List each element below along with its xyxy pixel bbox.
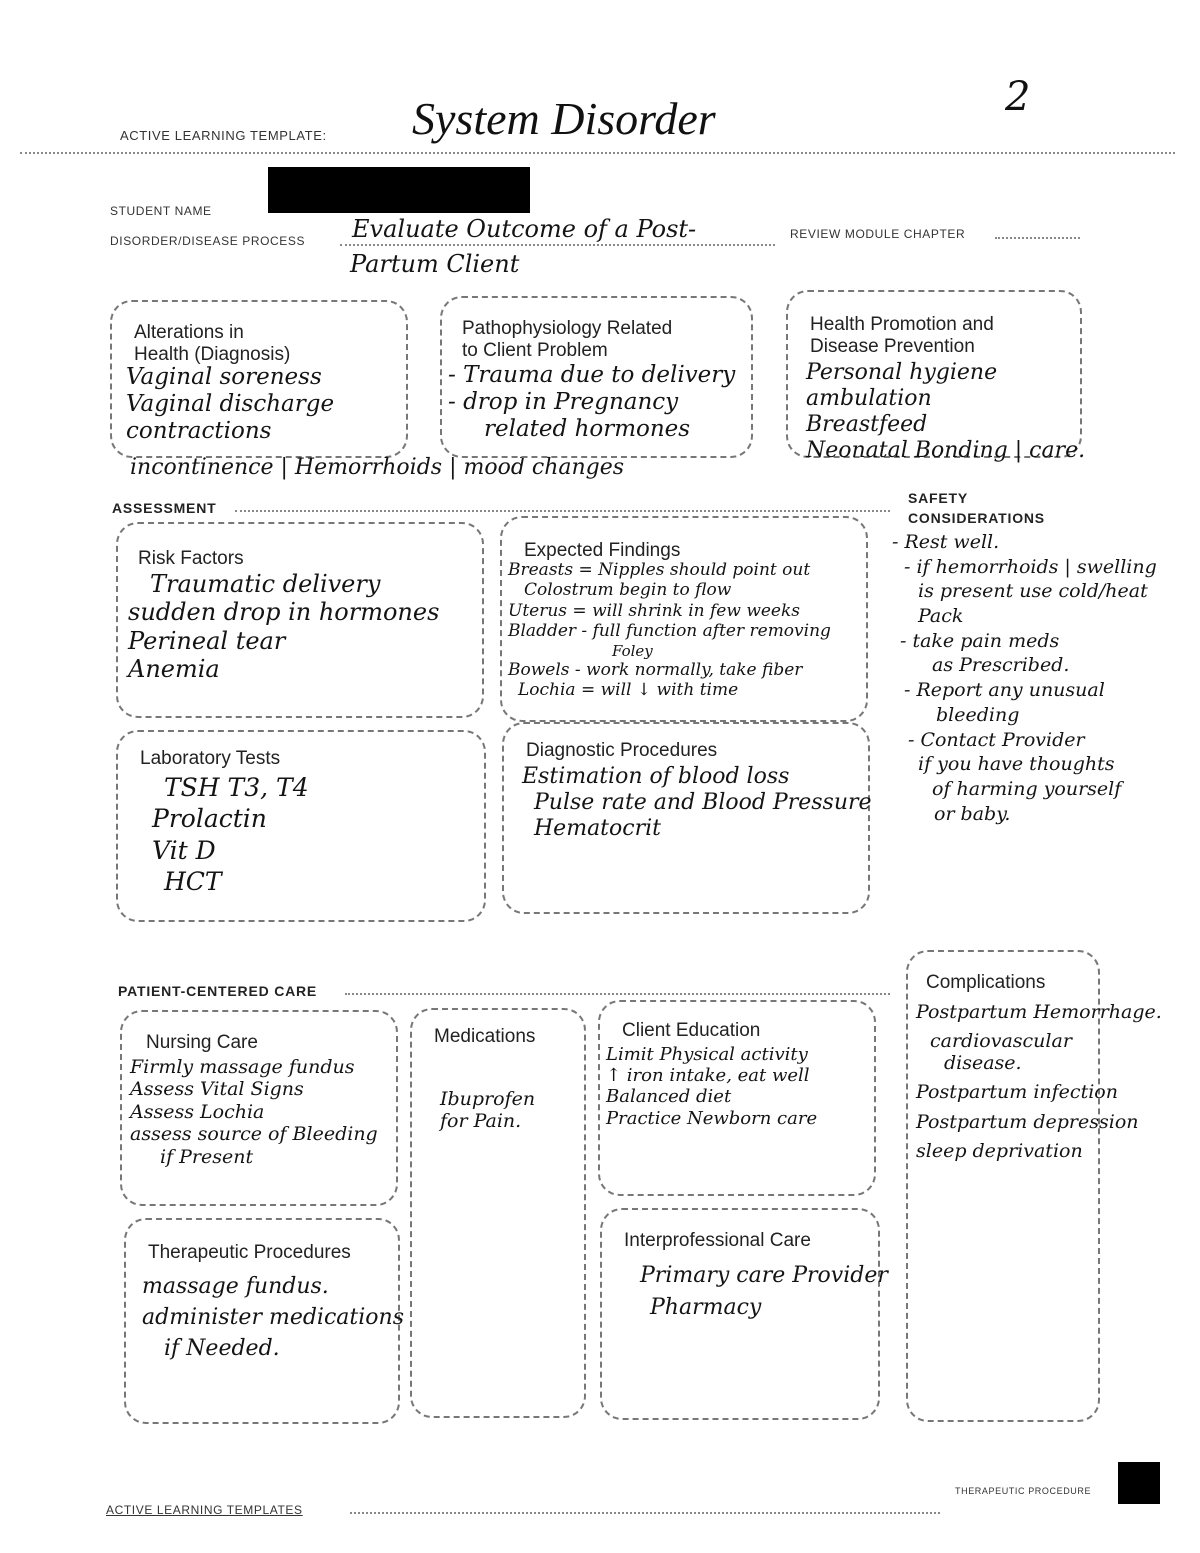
health-promotion-item: Personal hygiene xyxy=(806,360,998,385)
nursing-care-list xyxy=(130,1056,378,1168)
complication-item: sleep deprivation xyxy=(916,1140,1083,1163)
client-education-title: Client Education xyxy=(622,1020,761,1041)
client-education-item: ↑ iron intake, eat well xyxy=(606,1065,810,1087)
redacted-student-name xyxy=(268,167,530,213)
safety-item: as Prescribed. xyxy=(932,654,1070,677)
nursing-care-item: assess source of Bleeding xyxy=(130,1123,378,1146)
lab-tests-title: Laboratory Tests xyxy=(140,748,281,769)
safety-item: bleeding xyxy=(936,703,1020,726)
therapeutic-procedure-item: administer medications xyxy=(142,1304,404,1330)
diagnostic-procedures-title: Diagnostic Procedures xyxy=(526,740,718,761)
review-module-label: REVIEW MODULE CHAPTER xyxy=(790,227,966,241)
complication-item: Postpartum depression xyxy=(916,1110,1139,1133)
alterations-item: Vaginal soreness xyxy=(126,364,322,390)
medications-title: Medications xyxy=(434,1026,536,1047)
medications-list xyxy=(440,1088,535,1133)
client-education-item: Limit Physical activity xyxy=(606,1044,808,1065)
alterations-title xyxy=(134,322,290,366)
expected-finding-item: Lochia = will ↓ with time xyxy=(518,679,739,700)
safety-label-line2: CONSIDERATIONS xyxy=(908,510,1045,527)
expected-findings-list xyxy=(508,560,831,700)
disorder-value-line1: Evaluate Outcome of a Post- xyxy=(352,215,697,243)
diagnostic-procedures-list xyxy=(522,764,872,842)
safety-item: if you have thoughts xyxy=(918,753,1115,776)
health-promotion-list xyxy=(806,360,1085,464)
alterations-title-line1: Alterations in xyxy=(134,322,244,343)
diagnostic-procedure-item: Hematocrit xyxy=(534,815,661,841)
risk-factor-item: Perineal tear xyxy=(128,626,286,655)
assessment-label: ASSESSMENT xyxy=(112,500,217,516)
lab-test-item: Vit D xyxy=(152,835,216,865)
risk-factors-box xyxy=(116,522,484,718)
safety-item: Pack xyxy=(918,605,964,628)
pathophysiology-item: related hormones xyxy=(484,416,691,443)
therapeutic-procedure-item: if Needed. xyxy=(164,1335,280,1361)
interprofessional-item: Primary care Provider xyxy=(640,1263,888,1288)
alterations-box xyxy=(110,300,408,458)
client-education-item: Practice Newborn care xyxy=(606,1107,818,1129)
safety-item: - Rest well. xyxy=(892,531,1000,553)
footer-black-mark xyxy=(1118,1462,1160,1504)
expected-finding-item: Bladder - full function after removing xyxy=(508,621,831,642)
review-module-rule xyxy=(995,237,1080,239)
health-promotion-title-line1: Health Promotion and xyxy=(810,314,994,335)
nursing-care-item: Firmly massage fundus xyxy=(130,1056,355,1078)
footer-left-label: ACTIVE LEARNING TEMPLATES xyxy=(106,1503,303,1517)
pathophysiology-title xyxy=(462,318,672,362)
assessment-rule xyxy=(235,510,890,512)
diagnostic-procedure-item: Pulse rate and Blood Pressure xyxy=(534,789,872,815)
safety-item: - Report any unusual xyxy=(904,679,1105,702)
therapeutic-procedure-item: massage fundus. xyxy=(142,1274,329,1299)
medications-box xyxy=(410,1008,586,1418)
complications-title: Complications xyxy=(926,972,1046,993)
safety-item: is present use cold/heat xyxy=(918,580,1148,603)
health-promotion-item: Breastfeed xyxy=(806,411,928,437)
safety-label-line1: SAFETY xyxy=(908,490,969,506)
safety-item: - take pain meds xyxy=(900,629,1060,652)
therapeutic-procedures-list xyxy=(142,1272,404,1364)
therapeutic-procedures-box xyxy=(124,1218,404,1424)
footer-rule xyxy=(350,1512,940,1514)
page-number: 2 xyxy=(1005,74,1031,120)
nursing-care-item: if Present xyxy=(160,1145,254,1168)
lab-tests-box xyxy=(116,730,486,922)
student-name-label: STUDENT NAME xyxy=(110,204,212,218)
alterations-title-line2: Health (Diagnosis) xyxy=(134,343,291,365)
health-promotion-title-line2: Disease Prevention xyxy=(810,335,975,357)
pathophysiology-title-line2: to Client Problem xyxy=(462,339,608,361)
pathophysiology-title-line1: Pathophysiology Related xyxy=(462,318,673,339)
client-education-box xyxy=(598,1000,876,1196)
health-promotion-title xyxy=(810,314,994,358)
therapeutic-procedures-title: Therapeutic Procedures xyxy=(148,1242,351,1263)
complication-item: Postpartum Hemorrhage. xyxy=(916,1001,1162,1023)
disorder-label: DISORDER/DISEASE PROCESS xyxy=(110,234,306,248)
safety-list xyxy=(892,530,1157,826)
expected-findings-title: Expected Findings xyxy=(524,540,681,561)
alterations-item: contractions xyxy=(126,418,272,445)
safety-item: - Contact Provider xyxy=(908,728,1085,751)
client-education-list xyxy=(606,1044,817,1129)
risk-factor-item: sudden drop in hormones xyxy=(128,598,440,627)
interprofessional-list xyxy=(640,1260,888,1324)
safety-item: - if hemorrhoids | swelling xyxy=(904,555,1157,578)
nursing-care-box xyxy=(120,1010,398,1206)
pathophysiology-item: - Trauma due to delivery xyxy=(448,362,736,388)
health-promotion-item: Neonatal Bonding | care. xyxy=(806,437,1086,463)
health-promotion-item: ambulation xyxy=(806,385,932,411)
risk-factor-item: Traumatic delivery xyxy=(150,570,381,598)
alterations-list xyxy=(126,364,334,445)
safety-label xyxy=(908,488,1045,529)
complication-item: Postpartum infection xyxy=(916,1081,1118,1104)
patient-care-label: PATIENT-CENTERED CARE xyxy=(118,983,318,999)
template-label: ACTIVE LEARNING TEMPLATE: xyxy=(120,128,327,143)
pathophysiology-box xyxy=(440,296,753,458)
expected-findings-box xyxy=(500,516,868,722)
medication-item: for Pain. xyxy=(440,1110,522,1133)
expected-finding-item: Foley xyxy=(612,641,653,660)
risk-factors-list xyxy=(128,570,439,683)
expected-finding-item: Uterus = will shrink in few weeks xyxy=(508,600,801,621)
expected-finding-item: Bowels - work normally, take fiber xyxy=(508,659,803,680)
lab-tests-list xyxy=(152,772,309,897)
interprofessional-care-box xyxy=(600,1208,888,1420)
interprofessional-title: Interprofessional Care xyxy=(624,1230,811,1251)
lab-test-item: Prolactin xyxy=(152,804,267,834)
template-title: System Disorder xyxy=(412,93,716,144)
expected-finding-item: Colostrum begin to flow xyxy=(524,580,732,601)
nursing-care-title: Nursing Care xyxy=(146,1032,258,1053)
header-rule xyxy=(20,152,1175,154)
risk-factors-title: Risk Factors xyxy=(138,548,244,569)
footer-right-label: THERAPEUTIC PROCEDURE xyxy=(955,1486,1092,1496)
interprofessional-item: Pharmacy xyxy=(650,1294,762,1320)
patient-care-rule xyxy=(345,993,890,995)
complication-item: disease. xyxy=(944,1051,1022,1074)
disorder-value-line2: Partum Client xyxy=(350,250,520,278)
lab-test-item: TSH T3, T4 xyxy=(164,773,309,802)
nursing-care-item: Assess Vital Signs xyxy=(130,1078,304,1101)
risk-factor-item: Anemia xyxy=(128,654,220,683)
nursing-care-item: Assess Lochia xyxy=(130,1100,265,1123)
health-promotion-box xyxy=(786,290,1086,463)
complications-list xyxy=(916,998,1162,1167)
safety-item: of harming yourself xyxy=(932,777,1122,800)
medication-item: Ibuprofen xyxy=(440,1088,536,1110)
complication-item: cardiovascular xyxy=(930,1030,1072,1053)
diagnostic-procedures-box xyxy=(502,722,870,914)
diagnostic-procedure-item: Estimation of blood loss xyxy=(522,764,790,789)
expected-finding-item: Breasts = Nipples should point out xyxy=(508,560,811,580)
lab-test-item: HCT xyxy=(164,866,222,896)
client-education-item: Balanced diet xyxy=(606,1086,732,1108)
pathophysiology-item: - drop in Pregnancy xyxy=(448,389,679,416)
alterations-overflow: incontinence | Hemorrhoids | mood changes xyxy=(130,455,625,480)
disorder-rule xyxy=(340,244,775,246)
safety-item: or baby. xyxy=(934,802,1011,825)
alterations-item: Vaginal discharge xyxy=(126,391,335,418)
pathophysiology-list xyxy=(448,362,735,443)
